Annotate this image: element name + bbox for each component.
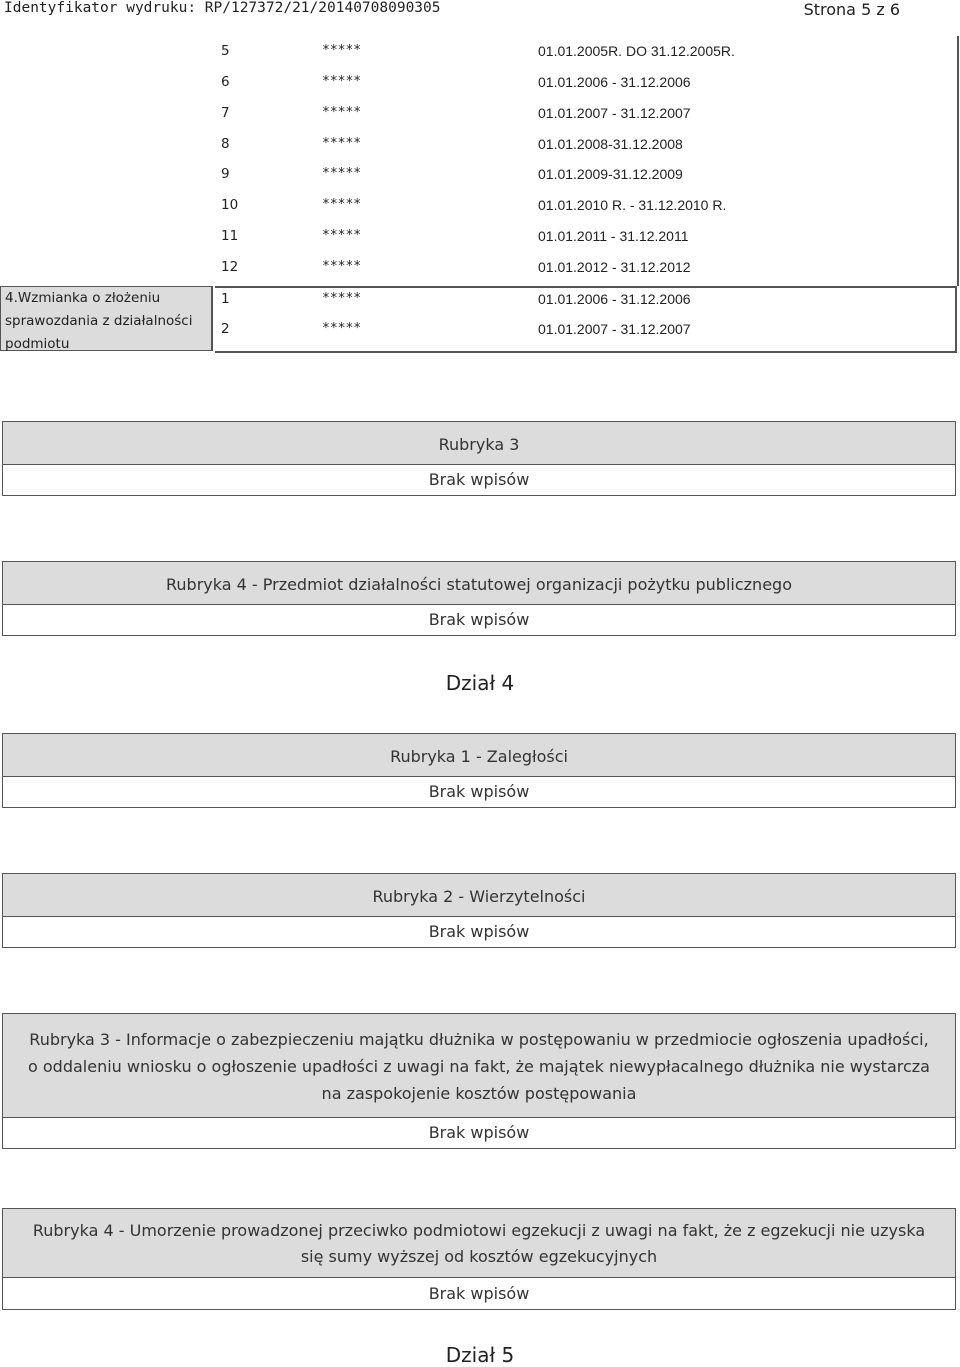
row-masked-value: ***** bbox=[322, 197, 362, 212]
row-number: 10 bbox=[221, 197, 239, 213]
rubric-box bbox=[2, 873, 956, 948]
rubric-title: Rubryka 1 - Zaległości bbox=[3, 734, 955, 776]
section-4-rows bbox=[215, 286, 957, 353]
rubric-empty-text: Brak wpisów bbox=[3, 464, 955, 495]
table-row bbox=[215, 74, 955, 94]
table-row bbox=[215, 291, 955, 311]
rubric-title: Rubryka 3 bbox=[3, 422, 955, 464]
row-masked-value: ***** bbox=[322, 166, 362, 181]
row-period: 01.01.2006 - 31.12.2006 bbox=[538, 74, 691, 90]
section-label: 4.Wzmianka o złożeniu sprawozdania z działalności podmiotu bbox=[0, 286, 213, 351]
rubric-empty-text: Brak wpisów bbox=[3, 916, 955, 947]
row-masked-value: ***** bbox=[322, 105, 362, 120]
row-number: 2 bbox=[221, 321, 230, 337]
rubric-title: Rubryka 4 - Przedmiot działalności statutowej organizacji pożytku publicznego bbox=[3, 562, 955, 604]
continued-table bbox=[215, 36, 959, 286]
row-masked-value: ***** bbox=[322, 321, 362, 336]
page-header bbox=[0, 0, 960, 18]
row-number: 6 bbox=[221, 74, 230, 90]
row-period: 01.01.2010 R. - 31.12.2010 R. bbox=[538, 197, 727, 213]
row-masked-value: ***** bbox=[322, 74, 362, 89]
table-row bbox=[215, 136, 955, 156]
section-heading: Dział 5 bbox=[445, 1343, 515, 1367]
row-masked-value: ***** bbox=[322, 136, 362, 151]
row-period: 01.01.2006 - 31.12.2006 bbox=[538, 291, 691, 307]
row-masked-value: ***** bbox=[322, 259, 362, 274]
rubric-box bbox=[2, 561, 956, 636]
row-masked-value: ***** bbox=[322, 43, 362, 58]
table-row bbox=[215, 105, 955, 125]
row-period: 01.01.2005R. DO 31.12.2005R. bbox=[538, 43, 735, 59]
section-heading: Dział 4 bbox=[445, 671, 515, 695]
table-row bbox=[215, 197, 955, 217]
row-number: 8 bbox=[221, 136, 230, 152]
row-period: 01.01.2007 - 31.12.2007 bbox=[538, 105, 691, 121]
row-period: 01.01.2011 - 31.12.2011 bbox=[538, 228, 689, 244]
table-row bbox=[215, 321, 955, 341]
row-number: 12 bbox=[221, 259, 239, 275]
section-4-filing-mentions bbox=[0, 286, 957, 353]
row-period: 01.01.2008-31.12.2008 bbox=[538, 136, 683, 152]
rubric-box bbox=[2, 421, 956, 496]
rubric-title: Rubryka 4 - Umorzenie prowadzonej przeciwko podmiotowi egzekucji z uwagi na fakt, że z egzekucji nie uzyska się sumy wyższej od kosztów egzekucyjnych bbox=[3, 1209, 955, 1277]
print-identifier: Identyfikator wydruku: RP/127372/21/20140708090305 bbox=[4, 0, 441, 16]
rubric-empty-text: Brak wpisów bbox=[3, 604, 955, 635]
row-number: 11 bbox=[221, 228, 239, 244]
rubric-empty-text: Brak wpisów bbox=[3, 776, 955, 807]
table-row bbox=[215, 166, 955, 186]
rubric-box bbox=[2, 1013, 956, 1149]
row-masked-value: ***** bbox=[322, 291, 362, 306]
row-number: 7 bbox=[221, 105, 230, 121]
rubric-title: Rubryka 2 - Wierzytelności bbox=[3, 874, 955, 916]
table-row bbox=[215, 228, 955, 248]
rubric-empty-text: Brak wpisów bbox=[3, 1277, 955, 1309]
rubric-box bbox=[2, 1208, 956, 1310]
row-number: 1 bbox=[221, 291, 230, 307]
row-number: 9 bbox=[221, 166, 230, 182]
row-masked-value: ***** bbox=[322, 228, 362, 243]
page-number: Strona 5 z 6 bbox=[803, 0, 900, 19]
row-period: 01.01.2012 - 31.12.2012 bbox=[538, 259, 691, 275]
rubric-empty-text: Brak wpisów bbox=[3, 1117, 955, 1148]
row-number: 5 bbox=[221, 43, 230, 59]
table-row bbox=[215, 43, 955, 63]
row-period: 01.01.2009-31.12.2009 bbox=[538, 166, 683, 182]
rubric-title: Rubryka 3 - Informacje o zabezpieczeniu majątku dłużnika w postępowaniu w przedmiocie ogłoszenia upadłości, o oddaleniu wniosku o ogłoszenie upadłości z uwagi na fakt, że majątek niewypłacalnego dłużnika nie wystarcza na zaspokojenie kosztów postępowania bbox=[3, 1014, 955, 1117]
rubric-box bbox=[2, 733, 956, 808]
row-period: 01.01.2007 - 31.12.2007 bbox=[538, 321, 691, 337]
table-row bbox=[215, 259, 955, 279]
